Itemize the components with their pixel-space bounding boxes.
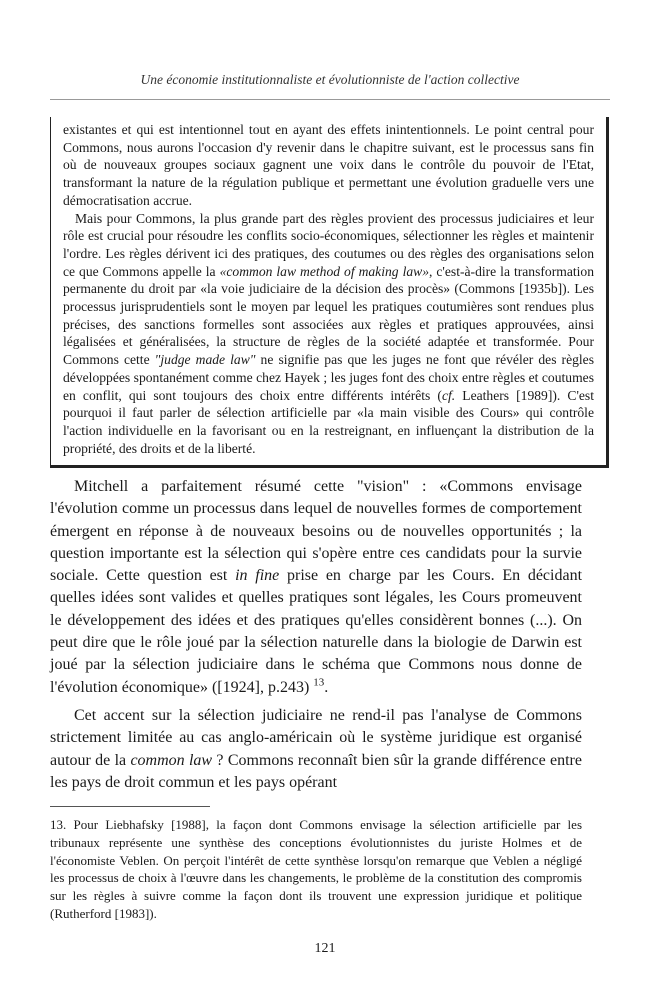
footnote: 13. Pour Liebhafsky [1988], la façon dont Commons envisage la sélection artificielle par les tribunaux représente une synthèse des conceptions évolutionnistes du juriste Holmes et de l'économiste Veblen. On perçoit l'intérêt de cette synthèse lorsqu'on remarque que Veblen a négligé les processus de choix à l'œuvre dans les changements, le problème de la constitution des compromis sur les règles à suivre comme la façon dont ils trouvent une expression juridique et politique (Rutherford [1983]). xyxy=(50,817,582,921)
footnote-rule xyxy=(50,806,210,807)
italic-term: cf. xyxy=(441,387,456,403)
body-text xyxy=(50,476,582,800)
italic-term: in fine xyxy=(235,567,280,585)
box-paragraph-2: Mais pour Commons, la plus grande part des règles provient des processus judiciaires et leur rôle est crucial pour résoudre les conflits socio-économiques, sélectionner les règles et maintenir l'ordre. Les règles dérivent ici des pratiques, des coutumes ou des règles des organisations selon ce que Commons appelle la «common law method of making law», c'est-à-dire la transformation permanente du droit par «la voie judiciaire de la décision des procès» (Commons [1935b]). Les processus jurisprudentiels sont le moyen par lequel les pratiques coutumières sont rendues plus précises, des sanctions formelles sont associées aux règles et pratiques approuvées, ainsi légalisées et généralisées, la structure de règles de la société adaptée et transformée. Pour Commons cette "judge made law" ne signifie pas que les juges ne font que révéler des règles développées spontanément comme chez Hayek ; les juges font des choix entre règles et coutumes en conflit, qui sont toujours des choix entre différents intérêts (cf. Leathers [1989]). C'est pourquoi il faut parler de sélection artificielle par «la main visible des Cours» qui contrôle l'action individuelle en la favorisant ou en la restreignant, en influençant la distribution de la propriété, des droits et de la liberté. xyxy=(63,210,595,456)
page-number: 121 xyxy=(314,941,336,956)
italic-term: common law xyxy=(130,751,213,769)
italic-term: «common law method of making law» xyxy=(219,263,430,279)
box-paragraph-1: existantes et qui est intentionnel tout en ayant des effets inintentionnels. Le point central pour Commons, nous aurons l'occasion d'y revenir dans le chapitre suivant, est le processus sans fin où de nouveaux groupes sociaux gagnent une voix dans le contrôle du pouvoir de l'Etat, transformant la nature de la régulation publique et permettant une évolution graduelle vers une démocratisation accrue. xyxy=(63,122,594,208)
body-paragraph-1: Mitchell a parfaitement résumé cette "vision" : «Commons envisage l'évolution comme un processus dans lequel de nouvelles formes de comportement émergent en réponse à de nouveaux besoins ou de nouvelles opportunités ; la question importante est la sélection qui s'opère entre ces candidats pour la survie sociale. Cette question est in fine prise en charge par les Cours. En décidant quelles idées sont valides et quelles pratiques sont légales, les Cours promeuvent le développement des idées et des pratiques qu'elles considèrent bonnes (...). On peut dire que le rôle joué par la sélection naturelle dans la biologie de Darwin est joué par la sélection judiciaire dans le schéma que Commons nous donne de l'évolution économique» ([1924], p.243) $^{13}$. xyxy=(50,478,583,696)
body-paragraph-2: Cet accent sur la sélection judiciaire ne rend-il pas l'analyse de Commons strictement limitée au cas anglo-américain où le système juridique est organisé autour de la common law ? Commons reconnaît bien sûr la grande différence entre les pays de droit commun et les pays opérant xyxy=(50,706,582,791)
framed-excerpt-box xyxy=(50,117,609,468)
header-rule xyxy=(50,99,610,100)
running-header: Une économie institutionnaliste et évolutionniste de l'action collective xyxy=(140,72,520,87)
footnote-reference[interactable]: 13 xyxy=(313,676,325,689)
italic-term: "judge made law" xyxy=(154,352,256,368)
